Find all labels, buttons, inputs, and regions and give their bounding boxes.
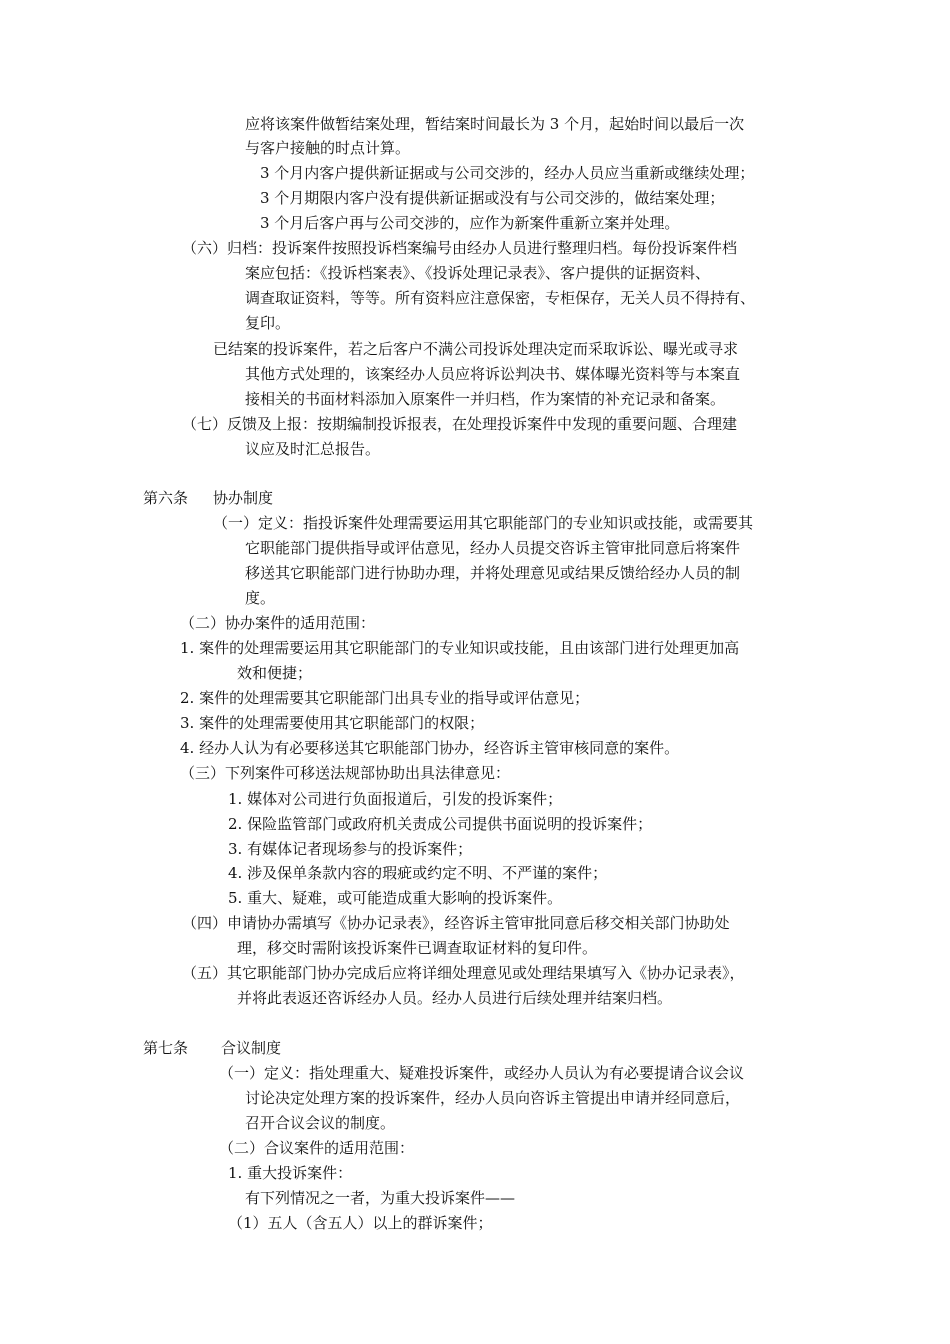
text-line: （一）定义：指投诉案件处理需要运用其它职能部门的专业知识或技能，或需要其 <box>213 514 754 532</box>
text-line: 移送其它职能部门进行协助办理，并将处理意见或结果反馈给经办人员的制 <box>245 564 741 582</box>
text-line: 2. 案件的处理需要其它职能部门出具专业的指导或评估意见； <box>180 689 590 707</box>
article-number: 第六条 <box>143 489 189 507</box>
text-line: （七）反馈及上报：按期编制投诉报表，在处理投诉案件中发现的重要问题、合理建 <box>182 415 738 433</box>
text-line: 4. 涉及保单条款内容的瑕疵或约定不明、不严谨的案件； <box>228 864 608 882</box>
text-line: 有下列情况之一者，为重大投诉案件—— <box>245 1189 516 1207</box>
text-line: （二）合议案件的适用范围： <box>219 1139 415 1157</box>
text-line: 已结案的投诉案件，若之后客户不满公司投诉处理决定而采取诉讼、曝光或寻求 <box>213 340 739 358</box>
text-line: （1）五人（含五人）以上的群诉案件； <box>228 1214 493 1232</box>
article-number: 第七条 <box>143 1039 189 1057</box>
text-line: 2. 保险监管部门或政府机关责成公司提供书面说明的投诉案件； <box>228 815 653 833</box>
text-line: 召开合议会议的制度。 <box>245 1114 396 1132</box>
text-line: 1. 重大投诉案件： <box>228 1164 353 1182</box>
text-line: 讨论决定处理方案的投诉案件，经办人员向咨诉主管提出申请并经同意后， <box>245 1089 741 1107</box>
text-line: （六）归档：投诉案件按照投诉档案编号由经办人员进行整理归档。每份投诉案件档 <box>182 239 738 257</box>
text-line: 案应包括：《投诉档案表》、《投诉处理记录表》、客户提供的证据资料、 <box>245 264 711 282</box>
text-line: 度。 <box>245 589 276 607</box>
text-line: 接相关的书面材料添加入原案件一并归档，作为案情的补充记录和备案。 <box>245 390 726 408</box>
text-line: 3. 案件的处理需要使用其它职能部门的权限； <box>180 714 485 732</box>
text-line: 其他方式处理的，该案经办人员应将诉讼判决书、媒体曝光资料等与本案直 <box>245 365 741 383</box>
text-line: （一）定义：指处理重大、疑难投诉案件，或经办人员认为有必要提请合议会议 <box>219 1064 745 1082</box>
text-line: 1. 案件的处理需要运用其它职能部门的专业知识或技能，且由该部门进行处理更加高 <box>180 639 740 657</box>
text-line: 3 个月内客户提供新证据或与公司交涉的，经办人员应当重新或继续处理； <box>260 164 755 182</box>
text-line: 调查取证资料，等等。所有资料应注意保密，专柜保存，无关人员不得持有、 <box>245 289 756 307</box>
text-line: （三）下列案件可移送法规部协助出具法律意见： <box>180 764 511 782</box>
text-line: 应将该案件做暂结案处理，暂结案时间最长为 3 个月，起始时间以最后一次 <box>245 115 745 133</box>
article-title: 协办制度 <box>213 489 274 507</box>
text-line: （四）申请协办需填写《协办记录表》，经咨诉主管审批同意后移交相关部门协助处 <box>182 914 730 932</box>
text-line: （五）其它职能部门协办完成后应将详细处理意见或处理结果填写入《协办记录表》， <box>182 964 745 982</box>
text-line: （二）协办案件的适用范围： <box>180 614 376 632</box>
text-line: 3 个月期限内客户没有提供新证据或没有与公司交涉的，做结案处理； <box>260 189 725 207</box>
text-line: 复印。 <box>245 314 291 332</box>
text-line: 并将此表返还咨诉经办人员。经办人员进行后续处理并结案归档。 <box>237 989 673 1007</box>
text-line: 4. 经办人认为有必要移送其它职能部门协办，经咨诉主管审核同意的案件。 <box>180 739 680 757</box>
article-title: 合议制度 <box>221 1039 282 1057</box>
text-line: 效和便捷； <box>237 664 313 682</box>
text-line: 5. 重大、疑难，或可能造成重大影响的投诉案件。 <box>228 889 563 907</box>
text-line: 1. 媒体对公司进行负面报道后，引发的投诉案件； <box>228 790 563 808</box>
text-line: 3 个月后客户再与公司交涉的，应作为新案件重新立案并处理。 <box>260 214 680 232</box>
text-line: 它职能部门提供指导或评估意见，经办人员提交咨诉主管审批同意后将案件 <box>245 539 741 557</box>
text-line: 与客户接触的时点计算。 <box>245 139 411 157</box>
text-line: 议应及时汇总报告。 <box>245 440 381 458</box>
text-line: 3. 有媒体记者现场参与的投诉案件； <box>228 840 473 858</box>
text-line: 理，移交时需附该投诉案件已调查取证材料的复印件。 <box>237 939 598 957</box>
